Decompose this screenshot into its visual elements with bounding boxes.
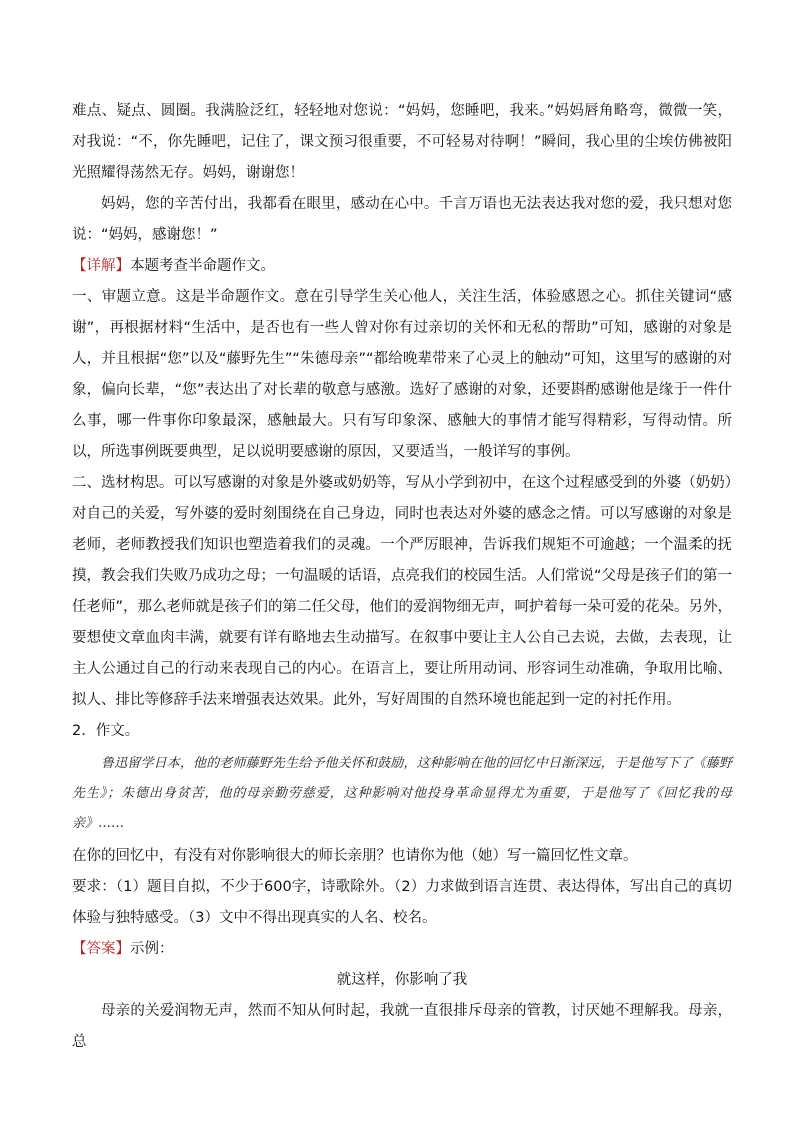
question-2-label: 2．作文。: [72, 723, 140, 739]
writing-prompt: 在你的回忆中，有没有对你影响很大的师长亲朋？也请你为他（她）写一篇回忆性文章。: [72, 848, 638, 864]
answer-tag: 【答案】: [72, 941, 130, 957]
detail-text: 本题考查半命题作文。: [130, 258, 275, 274]
answer-line: [72, 934, 732, 965]
document-page: [72, 96, 732, 1058]
essay-title: 就这样，你影响了我: [336, 972, 468, 988]
writing-material: 鲁迅留学日本，他的老师藤野先生给予他关怀和鼓励，这种影响在他的回忆中日渐深远，于是他写下了《藤野先生》；朱德出身贫苦，他的母亲勤劳慈爱，这种影响对他投身革命显得尤为重要，于是他写了《回忆我的母亲》……: [72, 756, 732, 831]
writing-requirements: 要求：（1）题目自拟，不少于600字，诗歌除外。（2）力求做到语言连贯、表达得体，写出自己的真切体验与独特感受。（3）文中不得出现真实的人名、校名。: [72, 879, 732, 926]
paragraph-review-intent: 一、审题立意。这是半命题作文。意在引导学生关心他人，关注生活，体验感恩之心。抓住关键词“感谢”，再根据材料“生活中，是否也有一些人曾对你有过亲切的关怀和无私的帮助”可知，感谢的对象是人，并且根据“您”以及“藤野先生”“朱德母亲”“都给晚辈带来了心灵上的触动”可知，这里写的感谢的对象，偏向长辈，“您”表达出了对长辈的敬意与感激。选好了感谢的对象，还要斟酌感谢他是缘于一件什么事，哪一件事你印象最深，感触最大。只有写印象深、感触大的事情才能写得精彩，写得动情。所以，所选事例既要典型，足以说明要感谢的原因，又要适当，一般详写的事例。: [72, 289, 732, 460]
paragraph-1: 难点、疑点、圆圈。我满脸泛红，轻轻地对您说：“妈妈，您睡吧，我来。”妈妈唇角略弯，微微一笑，对我说：“不，你先睡吧，记住了，课文预习很重要，不可轻易对待啊！”瞬间，我心里的尘埃仿佛被阳光照耀得荡然无存。妈妈，谢谢您！: [72, 103, 732, 181]
paragraph-material-selection: 二、选材构思。可以写感谢的对象是外婆或奶奶等，写从小学到初中，在这个过程感受到的外婆（奶奶）对自己的关爱，写外婆的爱时刻围绕在自己身边，同时也表达对外婆的感念之情。可以写感谢的对象是老师，老师教授我们知识也塑造着我们的灵魂。一个严厉眼神，告诉我们规矩不可逾越；一个温柔的抚摸，教会我们失败乃成功之母；一句温暖的话语，点亮我们的校园生活。人们常说“父母是孩子们的第一任老师”，那么老师就是孩子们的第二任父母，他们的爱润物细无声，呵护着每一朵可爱的花朵。另外，要想使文章血肉丰满，就要有详有略地去生动描写。在叙事中要让主人公自己去说，去做，去表现，让主人公通过自己的行动来表现自己的内心。在语言上，要让所用动词、形容词生动准确，争取用比喻、拟人、排比等修辞手法来增强表达效果。此外，写好周围的自然环境也能起到一定的衬托作用。: [72, 475, 733, 708]
detail-tag: 【详解】: [72, 258, 130, 274]
essay-paragraph-1: 母亲的关爱润物无声，然而不知从何时起，我就一直很排斥母亲的管教，讨厌她不理解我。母亲，总: [72, 1003, 732, 1050]
detail-line: [72, 251, 732, 282]
paragraph-2: 妈妈，您的辛苦付出，我都看在眼里，感动在心中。千言万语也无法表达我对您的爱，我只想对您说：“妈妈，感谢您！”: [72, 196, 732, 243]
answer-text: 示例：: [130, 941, 174, 957]
